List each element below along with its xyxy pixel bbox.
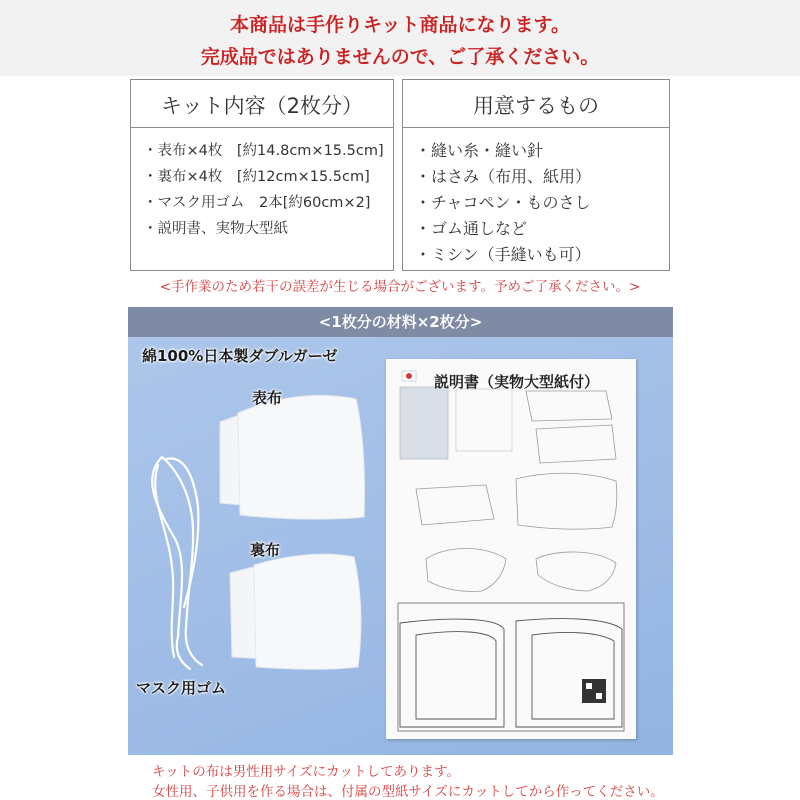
outer-fabric-icon — [220, 395, 365, 519]
kit-item: ・表布×4枚 [約14.8cm×15.5cm] — [143, 143, 384, 159]
photo-header: <1枚分の材料×2枚分> — [128, 307, 673, 337]
kit-contents-divider — [131, 127, 393, 128]
instruction-sheet — [386, 359, 636, 739]
prepare-item: ・はさみ（布用、紙用） — [415, 167, 592, 186]
prepare-item: ・ミシン（手縫いも可） — [415, 245, 591, 264]
prepare-item: ・縫い糸・縫い針 — [415, 141, 544, 160]
prepare-box — [402, 79, 670, 271]
kit-contents-title: キット内容（2枚分） — [161, 94, 363, 118]
inner-fabric-icon — [230, 554, 361, 669]
notice-line-2: 完成品ではありませんので、ご了承ください。 — [200, 46, 600, 68]
elastic-label: マスク用ゴム — [136, 679, 227, 697]
inner-fabric-label: 裏布 — [250, 541, 281, 559]
notice-line-1: 本商品は手作りキット商品になります。 — [229, 14, 571, 36]
fabric-material-label: 綿100%日本製ダブルガーゼ — [142, 347, 338, 365]
kit-item: ・裏布×4枚 [約12cm×15.5cm] — [143, 169, 370, 185]
disclaimer-text: <手作業のため若干の誤差が生じる場合がございます。予めご了承ください。> — [159, 279, 641, 295]
prepare-item: ・ゴム通しなど — [415, 219, 528, 238]
kit-contents-box — [130, 79, 394, 271]
product-photo — [128, 307, 673, 755]
prepare-item: ・チャコペン・ものさし — [415, 193, 591, 212]
kit-item: ・説明書、実物大型紙 — [143, 221, 288, 237]
footer-line-2: 女性用、子供用を作る場合は、付属の型紙サイズにカットしてから作ってください。 — [152, 784, 664, 800]
outer-fabric-label: 表布 — [252, 389, 283, 407]
elastic-cord-icon — [152, 457, 202, 669]
kit-contents-list — [143, 138, 387, 242]
footer-line-1: キットの布は男性用サイズにカットしてあります。 — [152, 764, 460, 780]
prepare-title: 用意するもの — [473, 94, 599, 118]
prepare-list — [415, 138, 663, 268]
pattern-sheet-icon — [386, 359, 636, 739]
notice-banner — [0, 0, 800, 76]
kit-item: ・マスク用ゴム 2本[約60cm×2] — [143, 195, 371, 211]
prepare-divider — [403, 127, 669, 128]
instruction-sheet-label: 説明書（実物大型紙付） — [434, 373, 600, 391]
